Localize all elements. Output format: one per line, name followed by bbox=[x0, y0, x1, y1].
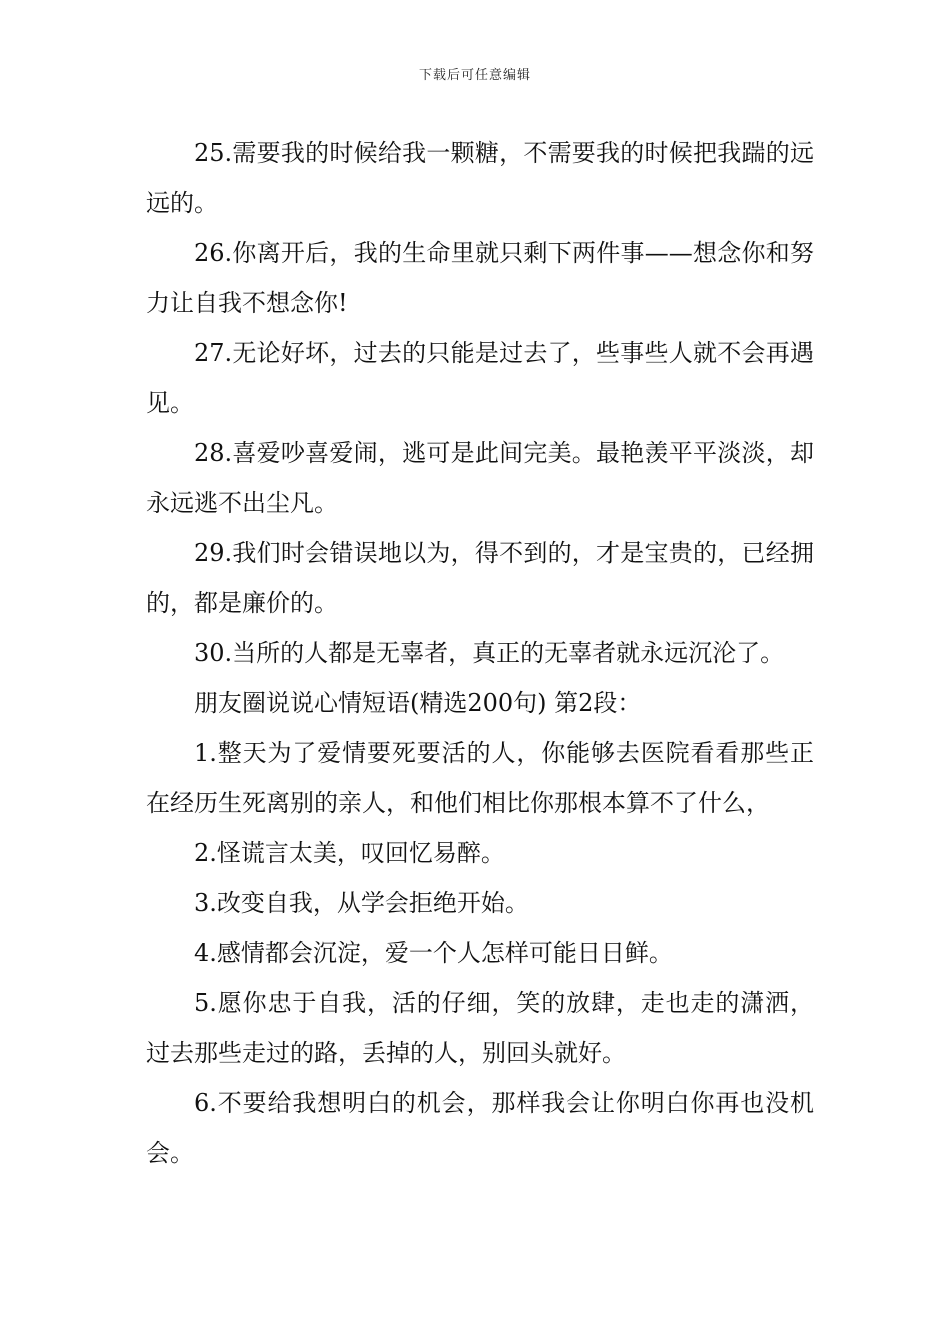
paragraph-5: 5.愿你忠于自我，活的仔细，笑的放肆，走也走的潇洒，过去那些走过的路，丢掉的人，别回头就好。 bbox=[146, 989, 814, 1067]
paragraph-2: 2.怪谎言太美，叹回忆易醉。 bbox=[194, 839, 505, 867]
paragraph-1: 1.整天为了爱情要死要活的人，你能够去医院看看那些正在经历生死离别的亲人，和他们相比你那根本算不了什么， bbox=[146, 739, 814, 817]
paragraph-29: 29.我们时会错误地以为，得不到的，才是宝贵的，已经拥的，都是廉价的。 bbox=[146, 539, 814, 617]
paragraph-4: 4.感情都会沉淀，爱一个人怎样可能日日鲜。 bbox=[194, 939, 673, 967]
paragraph-26: 26.你离开后，我的生命里就只剩下两件事——想念你和努力让自我不想念你! bbox=[146, 239, 814, 317]
paragraph-28: 28.喜爱吵喜爱闹，逃可是此间完美。最艳羡平平淡淡，却永远逃不出尘凡。 bbox=[146, 439, 814, 517]
paragraph-25: 25.需要我的时候给我一颗糖，不需要我的时候把我踹的远远的。 bbox=[146, 139, 814, 217]
paragraph-30: 30.当所的人都是无辜者，真正的无辜者就永远沉沦了。 bbox=[194, 639, 785, 667]
document-body bbox=[146, 128, 814, 1178]
paragraph-6: 6.不要给我想明白的机会，那样我会让你明白你再也没机会。 bbox=[146, 1089, 814, 1167]
paragraph-27: 27.无论好坏，过去的只能是过去了，些事些人就不会再遇见。 bbox=[146, 339, 814, 417]
paragraph-3: 3.改变自我，从学会拒绝开始。 bbox=[194, 889, 529, 917]
section-heading: 朋友圈说说心情短语(精选200句) 第2段： bbox=[194, 689, 642, 717]
page-header-note: 下载后可任意编辑 bbox=[418, 68, 531, 83]
